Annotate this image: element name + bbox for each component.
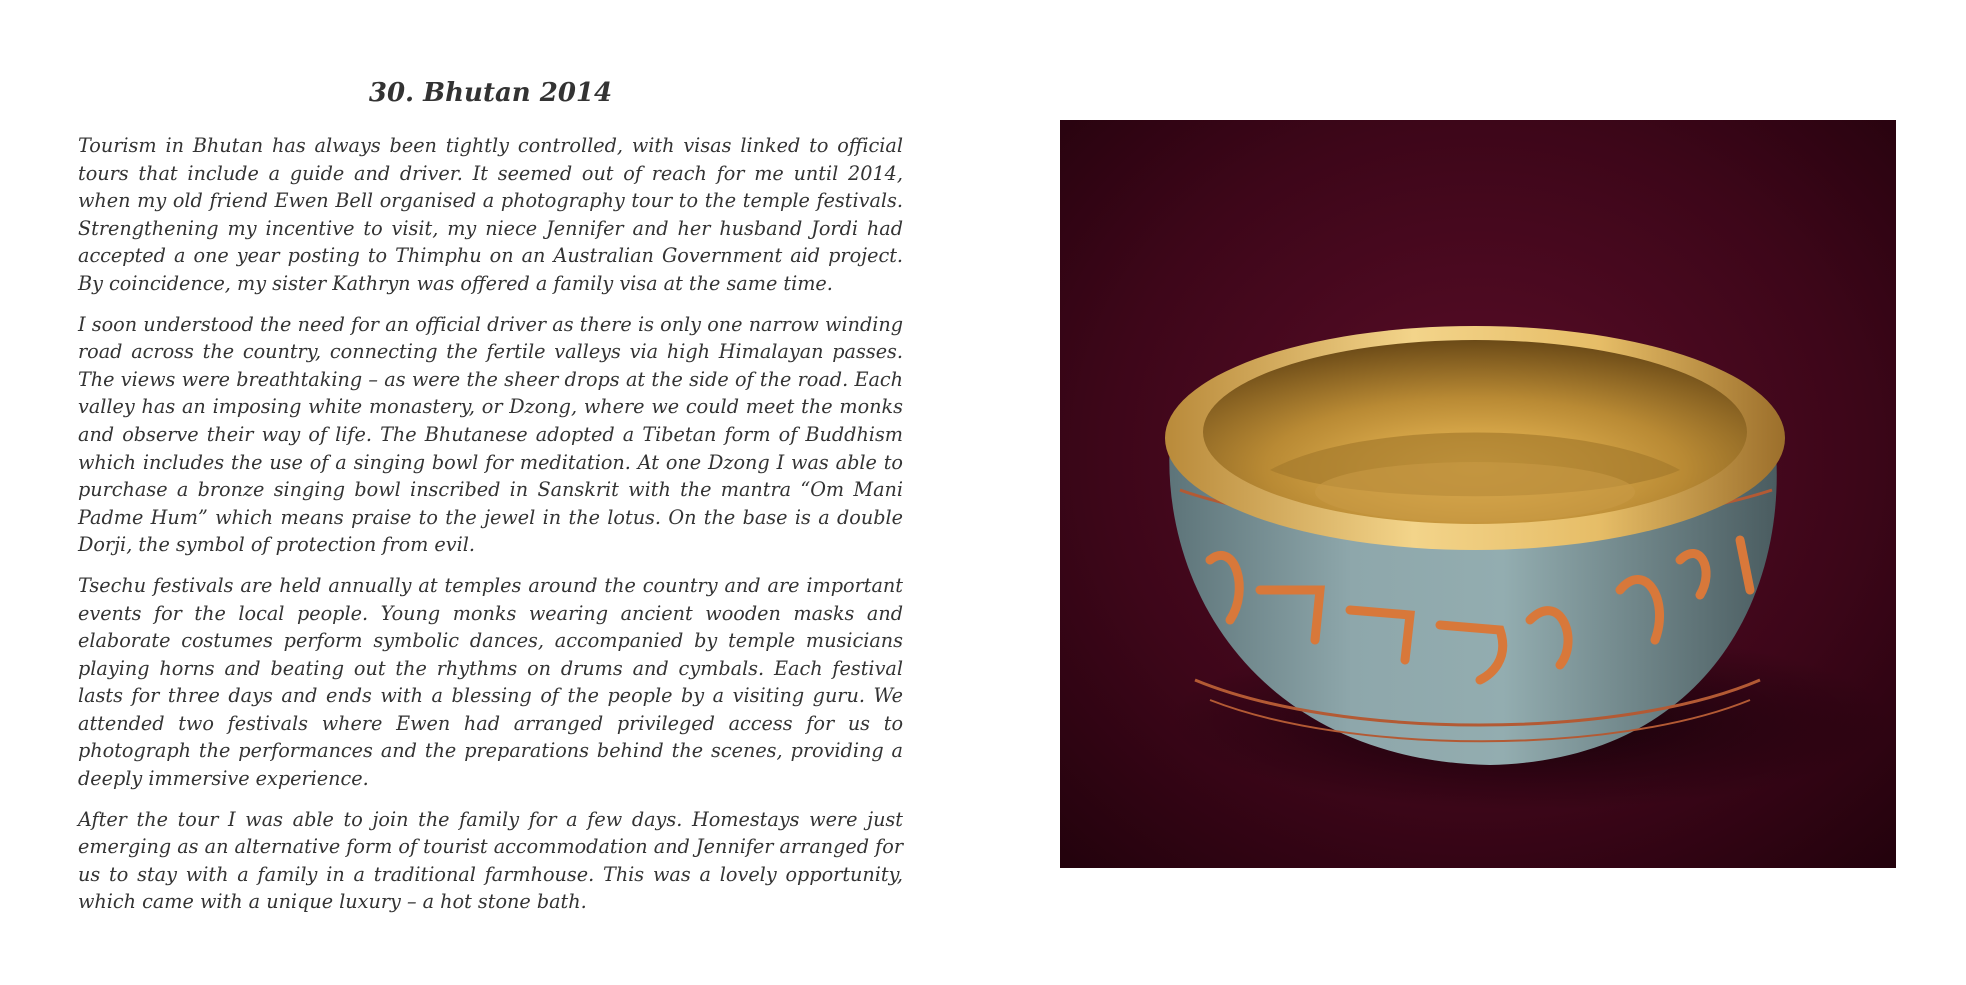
text-column — [78, 78, 903, 929]
page-title: 30. Bhutan 2014 — [368, 78, 613, 108]
paragraph-4: After the tour I was able to join the family for a few days. Homestays were just emerging as an alternative form of tourist accommodation and Jennifer arranged for us to stay with a family in a traditional farmhouse. This was a lovely opportunity, which came with a unique luxury – a hot stone bath. — [78, 807, 903, 914]
singing-bowl-photo — [1060, 120, 1896, 868]
paragraph-1: Tourism in Bhutan has always been tightly controlled, with visas linked to official tours that include a guide and driver. It seemed out of reach for me until 2014, when my old friend Ewen Bell organised a photography tour to the temple festivals. Strengthening my incentive to visit, my niece Jennifer and her husband Jordi had accepted a one year posting to Thimphu on an Australian Government aid project. By coincidence, my sister Kathryn was offered a family visa at the same time. — [78, 134, 903, 295]
singing-bowl-illustration — [1060, 120, 1896, 868]
paragraph-3: Tsechu festivals are held annually at temples around the country and are important events for the local people. Young monks wearing ancient wooden masks and elaborate costumes perform symbolic dances, accompanied by temple musicians playing horns and beating out the rhythms on drums and cymbals. Each festival lasts for three days and ends with a blessing of the people by a visiting guru. We attended two festivals where Ewen had arranged privileged access for us to photograph the performances and the preparations behind the scenes, providing a deeply immersive experience. — [78, 573, 903, 791]
paragraph-2: I soon understood the need for an official driver as there is only one narrow winding road across the country, connecting the fertile valleys via high Himalayan passes. The views were breathtaking – as were the sheer drops at the side of the road. Each valley has an imposing white monastery, or Dzong, where we could meet the monks and observe their way of life. The Bhutanese adopted a Tibetan form of Buddhism which includes the use of a singing bowl for meditation. At one Dzong I was able to purchase a bronze singing bowl inscribed in Sanskrit with the mantra “Om Mani Padme Hum” which means praise to the jewel in the lotus. On the base is a double Dorji, the symbol of protection from evil. — [78, 312, 903, 557]
